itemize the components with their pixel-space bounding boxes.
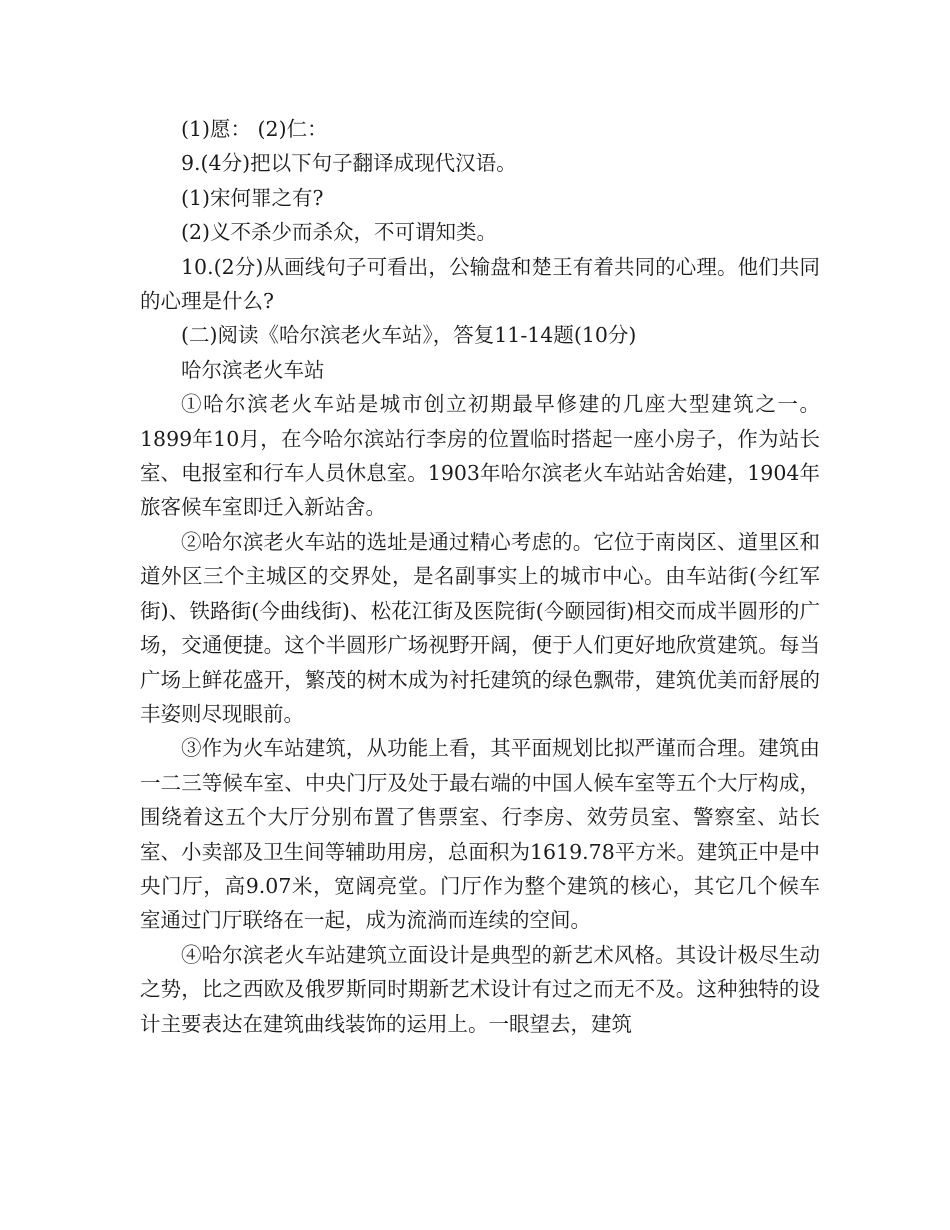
answer-line-yuan-ren: (1)愿： (2)仁： xyxy=(181,117,328,141)
article-title: 哈尔滨老火车站 xyxy=(181,357,325,382)
article-paragraph-1: ①哈尔滨老火车站是城市创立初期最早修建的几座大型建筑之一。1899年10月，在今哈尔滨站行李房的位置临时搭起一座小房子，作为站长室、电报室和行车人员休息室。1903年哈尔滨老火车站站舍始建，1904年旅客候车室即迁入新站舍。 xyxy=(140,392,820,520)
article-paragraph-2: ②哈尔滨老火车站的选址是通过精心考虑的。它位于南岗区、道里区和道外区三个主城区的交界处，是名副事实上的城市中心。由车站街(今红军街)、铁路街(今曲线街)、松花江街及医院街(今颐园街)相交而成半圆形的广场，交通便捷。这个半圆形广场视野开阔，便于人们更好地欣赏建筑。每当广场上鲜花盛开，繁茂的树木成为衬托建筑的绿色飘带，建筑优美而舒展的丰姿则尽现眼前。 xyxy=(140,529,820,726)
question-9-item-2: (2)义不杀少而杀众，不可谓知类。 xyxy=(181,220,498,245)
article-paragraph-4: ④哈尔滨老火车站建筑立面设计是典型的新艺术风格。其设计极尽生动之势，比之西欧及俄罗斯同时期新艺术设计有过之而无不及。这种独特的设计主要表达在建筑曲线装饰的运用上。一眼望去，建筑 xyxy=(140,942,820,1036)
document-body xyxy=(140,112,820,1041)
question-9-item-1: (1)宋何罪之有? xyxy=(181,185,324,210)
question-9: 9.(4分)把以下句子翻译成现代汉语。 xyxy=(181,151,517,176)
article-paragraph-3: ③作为火车站建筑，从功能上看，其平面规划比拟严谨而合理。建筑由一二三等候车室、中央门厅及处于最右端的中国人候车室等五个大厅构成，围绕着这五个大厅分别布置了售票室、行李房、效劳员室、警察室、站长室、小卖部及卫生间等辅助用房，总面积为1619.78平方米。建筑正中是中央门厅，高9.07米，宽阔亮堂。门厅作为整个建筑的核心，其它几个候车室通过门厅联络在一起，成为流淌而连续的空间。 xyxy=(140,736,820,933)
question-10: 10.(2分)从画线句子可看出，公输盘和楚王有着共同的心理。他们共同的心理是什么? xyxy=(140,254,820,314)
section-two-heading: (二)阅读《哈尔滨老火车站》，答复11-14题(10分) xyxy=(181,323,637,348)
